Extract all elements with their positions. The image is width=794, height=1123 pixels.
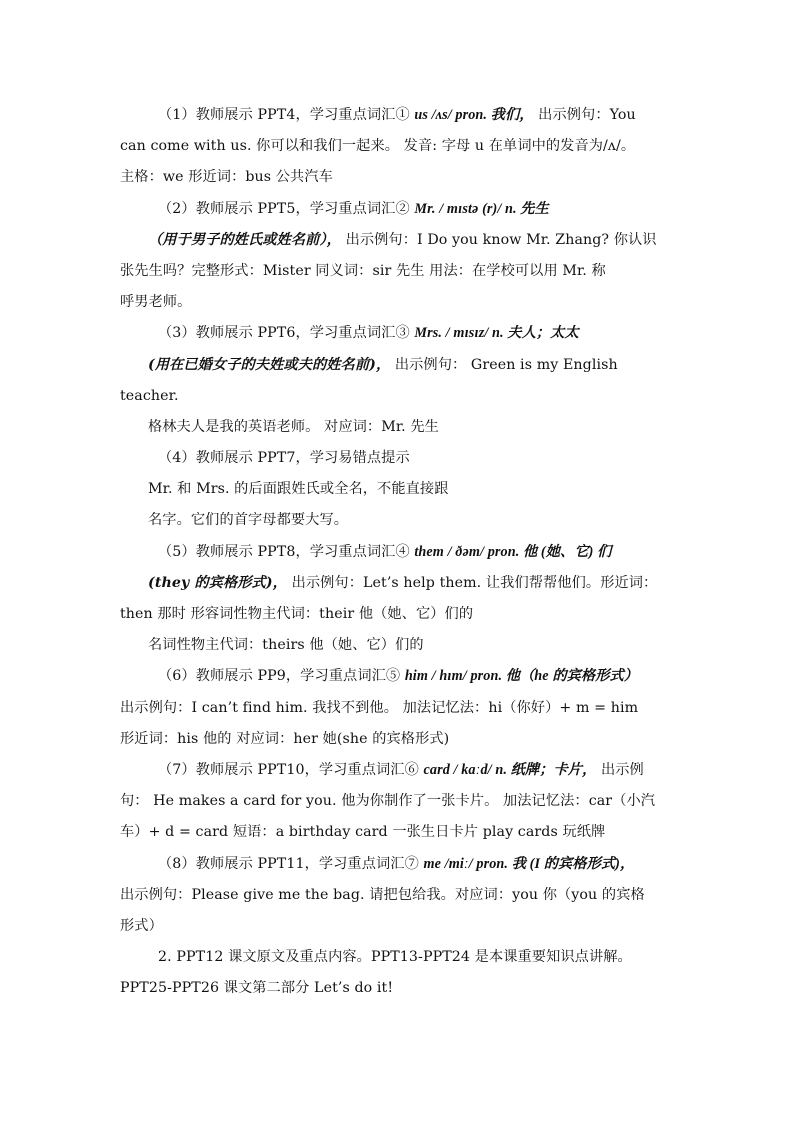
text-run: （4）教师展示 PPT7，学习易错点提示 — [158, 450, 410, 467]
text-run: 出示例 — [600, 761, 644, 778]
vocab-entry-me: me /miː/ pron. 我 (I 的宾格形式)， — [423, 855, 635, 872]
text-run: 呼男老师。 — [120, 294, 192, 311]
paragraph-1-line-3 — [120, 162, 676, 193]
text-run: 车）+ d = card 短语：a birthday card 一张生日卡片 play cards 玩纸牌 — [120, 824, 606, 841]
text-run: （7）教师展示 PPT10，学习重点词汇⑥ — [158, 761, 419, 778]
vocab-entry-mr: Mr. / mɪstə (r)/ n. 先生 — [414, 200, 549, 217]
text-run: Mr. 和 Mrs. 的后面跟姓氏或全名，不能直接跟 — [148, 481, 449, 498]
paragraph-8-line-2 — [120, 880, 676, 911]
text-run: 名字。它们的首字母都要大写。 — [148, 512, 349, 529]
section-2-line-2 — [120, 973, 676, 1004]
text-run: 主格：we 形近词：bus 公共汽车 — [120, 169, 333, 186]
paragraph-5-line-2 — [120, 568, 676, 599]
text-run: 2. PPT12 课文原文及重点内容。PPT13-PPT24 是本课重要知识点讲解。 — [158, 949, 632, 966]
vocab-entry-him: him / hɪm/ pron. 他（he 的宾格形式） — [404, 668, 639, 685]
paragraph-5-line-4 — [120, 630, 676, 661]
paragraph-6-line-2 — [120, 693, 676, 724]
vocab-entry-card: card / kɑːd/ n. 纸牌；卡片， — [423, 761, 597, 778]
text-run: 形近词：his 他的 对应词：her 她(she 的宾格形式) — [120, 730, 450, 747]
paragraph-3-line-3 — [120, 381, 676, 412]
section-2-line-1 — [120, 942, 676, 973]
text-run: PPT25-PPT26 课文第二部分 Let’s do it! — [120, 980, 394, 997]
paragraph-2-line-1 — [120, 194, 676, 225]
paragraph-1-line-1 — [120, 100, 676, 131]
paragraph-7-line-3 — [120, 817, 676, 848]
vocab-entry-them: them / ðəm/ pron. 他 (她、它) 们 — [414, 543, 612, 560]
text-run: 形式） — [120, 917, 163, 934]
paragraph-5-line-1 — [120, 537, 676, 568]
text-run: 张先生吗？完整形式：Mister 同义词：sir 先生 用法：在学校可以用 Mr. 称 — [120, 262, 606, 279]
vocab-usage-note: (用在已婚女子的夫姓或夫的姓名前)， — [148, 356, 391, 373]
document-body — [120, 100, 676, 1004]
paragraph-3-line-2 — [120, 350, 676, 381]
vocab-usage-note: （用于男子的姓氏或姓名前）， — [148, 231, 341, 248]
paragraph-7-line-1 — [120, 755, 676, 786]
paragraph-4-line-2 — [120, 474, 676, 505]
paragraph-2-line-4 — [120, 287, 676, 318]
paragraph-4-line-1 — [120, 443, 676, 474]
paragraph-8-line-3 — [120, 911, 676, 942]
text-run: （8）教师展示 PPT11，学习重点词汇⑦ — [158, 855, 419, 872]
vocab-entry-mrs: Mrs. / mɪsɪz/ n. 夫人；太太 — [414, 325, 579, 342]
text-run: 格林夫人是我的英语老师。 对应词：Mr. 先生 — [148, 418, 439, 435]
paragraph-3-line-4 — [120, 412, 676, 443]
text-run: then 那时 形容词性物主代词：their 他（她、它）们的 — [120, 606, 474, 622]
vocab-entry-us: us /ʌs/ pron. 我们， — [414, 107, 534, 123]
paragraph-6-line-1 — [120, 661, 676, 692]
paragraph-7-line-2 — [120, 786, 676, 817]
text-run: 出示例句：Let’s help them. 让我们帮帮他们。形近词： — [291, 574, 658, 591]
text-run: 出示例句： Green is my English — [394, 356, 618, 373]
text-run: （1）教师展示 PPT4，学习重点词汇① — [158, 107, 410, 123]
text-run: （3）教师展示 PPT6，学习重点词汇③ — [158, 325, 410, 342]
paragraph-5-line-3 — [120, 599, 676, 630]
text-run: 出示例句：You — [538, 107, 636, 123]
paragraph-4-line-3 — [120, 505, 676, 536]
vocab-usage-note: (they 的宾格形式)， — [148, 574, 287, 591]
text-run: （5）教师展示 PPT8，学习重点词汇④ — [158, 543, 410, 560]
text-run: （6）教师展示 PP9，学习重点词汇⑤ — [158, 668, 401, 685]
text-run: teacher. — [120, 387, 179, 404]
text-run: 出示例句：Please give me the bag. 请把包给我。对应词：you 你（you 的宾格 — [120, 886, 645, 903]
paragraph-6-line-3 — [120, 724, 676, 755]
text-run: 出示例句：I Do you know Mr. Zhang? 你认识 — [345, 231, 657, 248]
text-run: （2）教师展示 PPT5，学习重点词汇② — [158, 200, 410, 217]
paragraph-8-line-1 — [120, 849, 676, 880]
paragraph-2-line-3 — [120, 256, 676, 287]
paragraph-1-line-2 — [120, 131, 676, 162]
text-run: 句： He makes a card for you. 他为你制作了一张卡片。 加法记忆法：car（小汽 — [120, 793, 656, 810]
paragraph-2-line-2 — [120, 225, 676, 256]
paragraph-3-line-1 — [120, 318, 676, 349]
text-run: 名词性物主代词：theirs 他（她、它）们的 — [148, 637, 424, 654]
text-run: 出示例句：I can’t find him. 我找不到他。 加法记忆法：hi（你好）+ m = him — [120, 699, 639, 716]
text-run: can come with us. 你可以和我们一起来。 发音: 字母 u 在单词中的发音为/ʌ/。 — [120, 138, 636, 155]
